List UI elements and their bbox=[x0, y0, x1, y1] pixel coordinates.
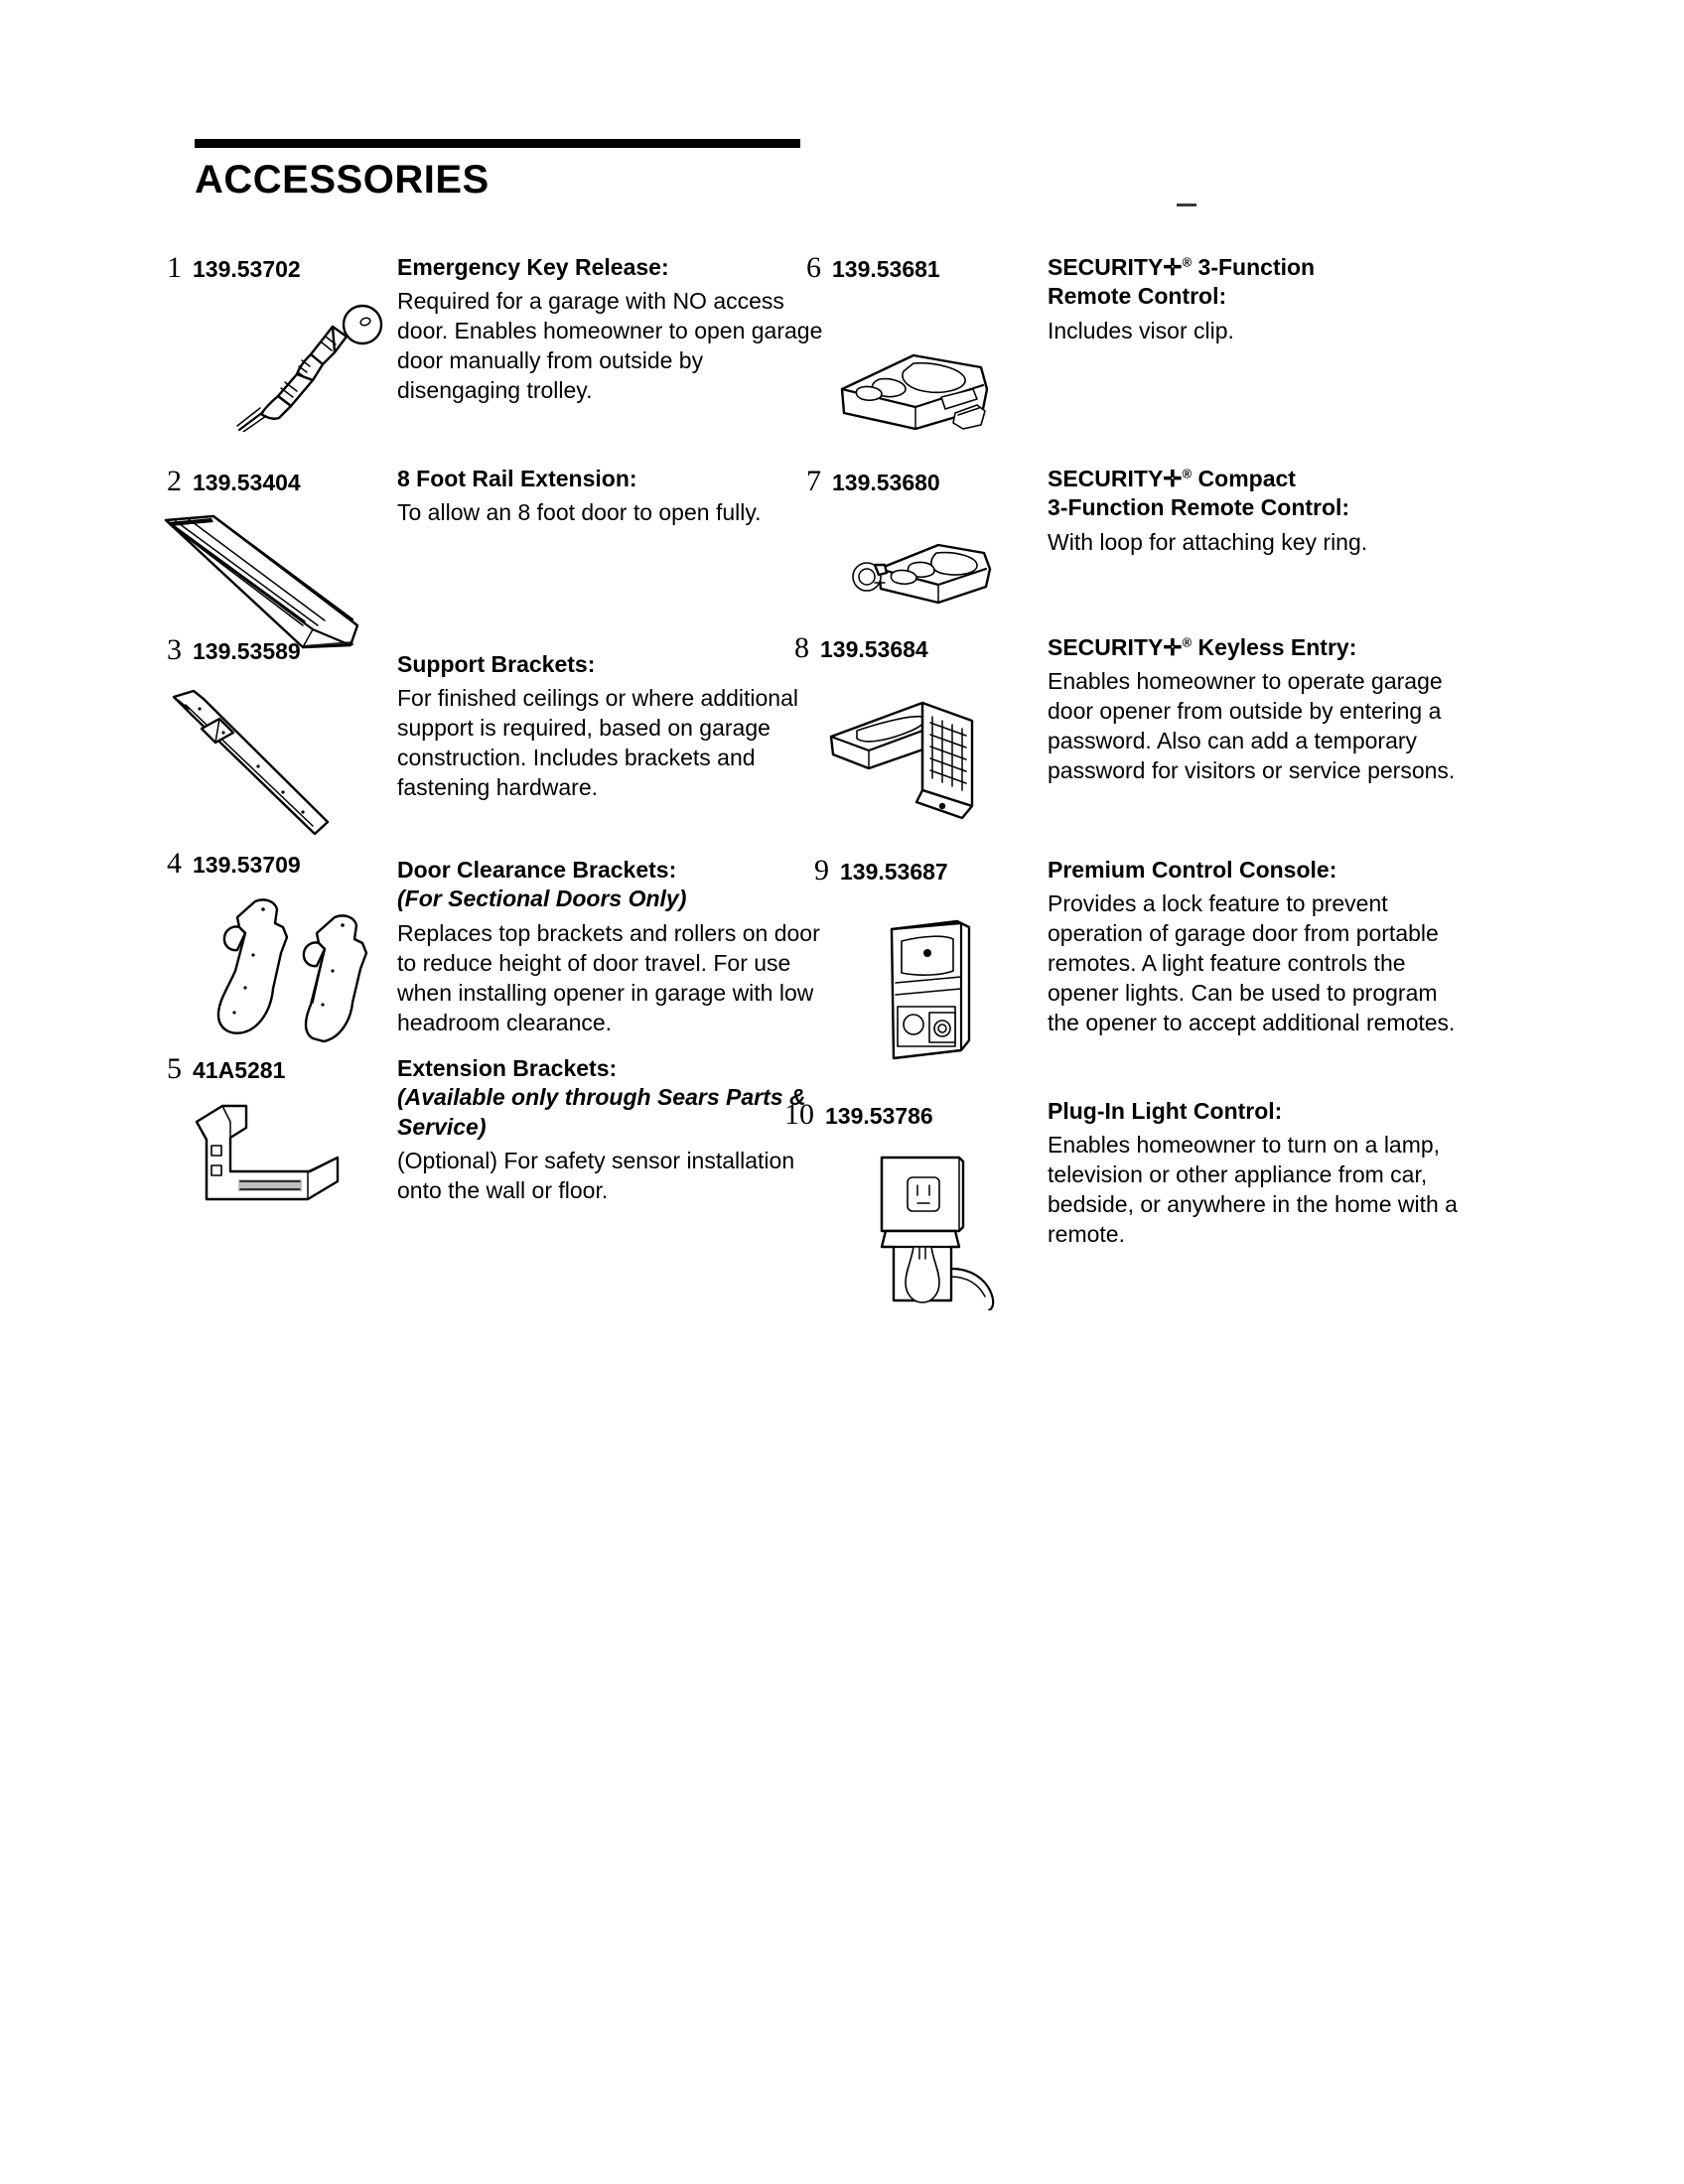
item-5-subtitle: (Available only through Sears Parts & Service) bbox=[397, 1084, 806, 1140]
extension-bracket-illustration bbox=[189, 1100, 357, 1219]
item-1-title: Emergency Key Release: bbox=[397, 254, 669, 280]
item-6-text bbox=[1048, 253, 1465, 346]
item-7-number: 7 bbox=[806, 465, 821, 497]
item-3-label bbox=[167, 635, 301, 665]
item-3-text bbox=[397, 650, 824, 803]
item-2-number: 2 bbox=[167, 465, 182, 497]
item-5-description: (Optional) For safety sensor installation onto the wall or floor. bbox=[397, 1148, 795, 1204]
page-title: ACCESSORIES bbox=[195, 158, 490, 202]
item-8-title bbox=[1048, 633, 1465, 662]
item-3-title: Support Brackets: bbox=[397, 651, 596, 677]
item-9-part-number: 139.53687 bbox=[840, 859, 948, 885]
item-4-title: Door Clearance Brackets: bbox=[397, 857, 677, 883]
item-8-number: 8 bbox=[794, 631, 809, 664]
item-8-label bbox=[794, 633, 928, 663]
item-6-part-number: 139.53681 bbox=[832, 256, 940, 282]
stray-mark bbox=[1177, 204, 1196, 206]
item-7-title bbox=[1048, 465, 1465, 523]
item-8-description: Enables homeowner to operate garage door opener from outside by entering a password. Also can add a temporary password for visitors or service persons. bbox=[1048, 668, 1456, 784]
item-8-text bbox=[1048, 633, 1465, 786]
item-4-text bbox=[397, 856, 824, 1037]
item-9-text bbox=[1048, 856, 1465, 1038]
item-7-description: With loop for attaching key ring. bbox=[1048, 528, 1368, 555]
item-2-title: 8 Foot Rail Extension: bbox=[397, 466, 637, 491]
item-3-part-number: 139.53589 bbox=[193, 638, 301, 664]
item-4-part-number: 139.53709 bbox=[193, 852, 301, 878]
security-plus-mark: ✛® bbox=[1163, 254, 1193, 280]
item-9-number: 9 bbox=[814, 854, 829, 887]
item-6-title bbox=[1048, 253, 1465, 312]
item-9-title: Premium Control Console: bbox=[1048, 857, 1337, 883]
item-4-label bbox=[167, 849, 301, 879]
support-bracket-illustration bbox=[164, 685, 362, 839]
item-7-title-line2: 3-Function Remote Control: bbox=[1048, 494, 1350, 521]
item-7-title-rest: Compact bbox=[1192, 466, 1296, 491]
premium-control-console-illustration bbox=[884, 913, 993, 1062]
item-6-title-line2: Remote Control: bbox=[1048, 283, 1227, 310]
item-10-number: 10 bbox=[784, 1098, 814, 1131]
item-10-title: Plug-In Light Control: bbox=[1048, 1098, 1283, 1124]
security-plus-brand: SECURITY bbox=[1048, 466, 1164, 491]
item-6-description: Includes visor clip. bbox=[1048, 317, 1234, 343]
item-2-description: To allow an 8 foot door to open fully. bbox=[397, 499, 762, 526]
item-6-number: 6 bbox=[806, 251, 821, 284]
item-4-number: 4 bbox=[167, 847, 182, 880]
item-9-description: Provides a lock feature to prevent operation of garage door from portable remotes. A light feature controls the opener lights. Can be used to program the opener to accept additional remotes. bbox=[1048, 890, 1456, 1035]
item-6-title-rest: 3-Function bbox=[1192, 254, 1316, 280]
item-5-title: Extension Brackets: bbox=[397, 1055, 618, 1081]
item-1-text bbox=[397, 253, 824, 406]
item-10-label bbox=[784, 1100, 933, 1130]
three-function-remote-illustration bbox=[824, 338, 1003, 447]
item-1-part-number: 139.53702 bbox=[193, 256, 301, 282]
item-2-label bbox=[167, 467, 301, 496]
security-plus-mark: ✛® bbox=[1163, 466, 1193, 491]
compact-remote-illustration bbox=[839, 531, 998, 625]
security-plus-brand: SECURITY bbox=[1048, 634, 1164, 660]
emergency-key-release-illustration bbox=[223, 303, 402, 432]
heading-rule bbox=[195, 139, 800, 148]
security-plus-mark: ✛® bbox=[1163, 634, 1193, 660]
item-2-text bbox=[397, 465, 824, 528]
item-3-number: 3 bbox=[167, 633, 182, 666]
item-2-part-number: 139.53404 bbox=[193, 470, 301, 495]
item-5-text bbox=[397, 1054, 824, 1206]
item-7-label bbox=[806, 467, 940, 496]
item-1-description: Required for a garage with NO access door. Enables homeowner to open garage door manually from outside by disengaging trolley. bbox=[397, 288, 823, 404]
item-5-number: 5 bbox=[167, 1052, 182, 1085]
item-10-part-number: 139.53786 bbox=[825, 1103, 933, 1129]
item-7-text bbox=[1048, 465, 1465, 558]
item-10-text bbox=[1048, 1097, 1465, 1250]
page-heading bbox=[195, 139, 800, 200]
item-1-label bbox=[167, 253, 301, 283]
item-8-part-number: 139.53684 bbox=[820, 636, 928, 662]
item-9-label bbox=[814, 856, 948, 886]
item-3-description: For finished ceilings or where additional support is required, based on garage construction. Includes brackets and fastening hardware. bbox=[397, 685, 798, 801]
plug-in-light-control-illustration bbox=[864, 1152, 1013, 1310]
item-1-number: 1 bbox=[167, 251, 182, 284]
item-5-part-number: 41A5281 bbox=[193, 1057, 286, 1083]
door-clearance-bracket-illustration bbox=[194, 893, 382, 1042]
item-4-description: Replaces top brackets and rollers on door to reduce height of door travel. For use when installing opener in garage with low headroom clearance. bbox=[397, 919, 820, 1035]
keyless-entry-illustration bbox=[819, 687, 998, 826]
item-4-subtitle: (For Sectional Doors Only) bbox=[397, 886, 687, 912]
item-8-title-rest: Keyless Entry: bbox=[1192, 634, 1357, 660]
item-6-label bbox=[806, 253, 940, 283]
item-5-label bbox=[167, 1054, 285, 1084]
security-plus-brand: SECURITY bbox=[1048, 254, 1164, 280]
item-7-part-number: 139.53680 bbox=[832, 470, 940, 495]
item-10-description: Enables homeowner to turn on a lamp, television or other appliance from car, bedside, or anywhere in the home with a remote. bbox=[1048, 1132, 1458, 1248]
